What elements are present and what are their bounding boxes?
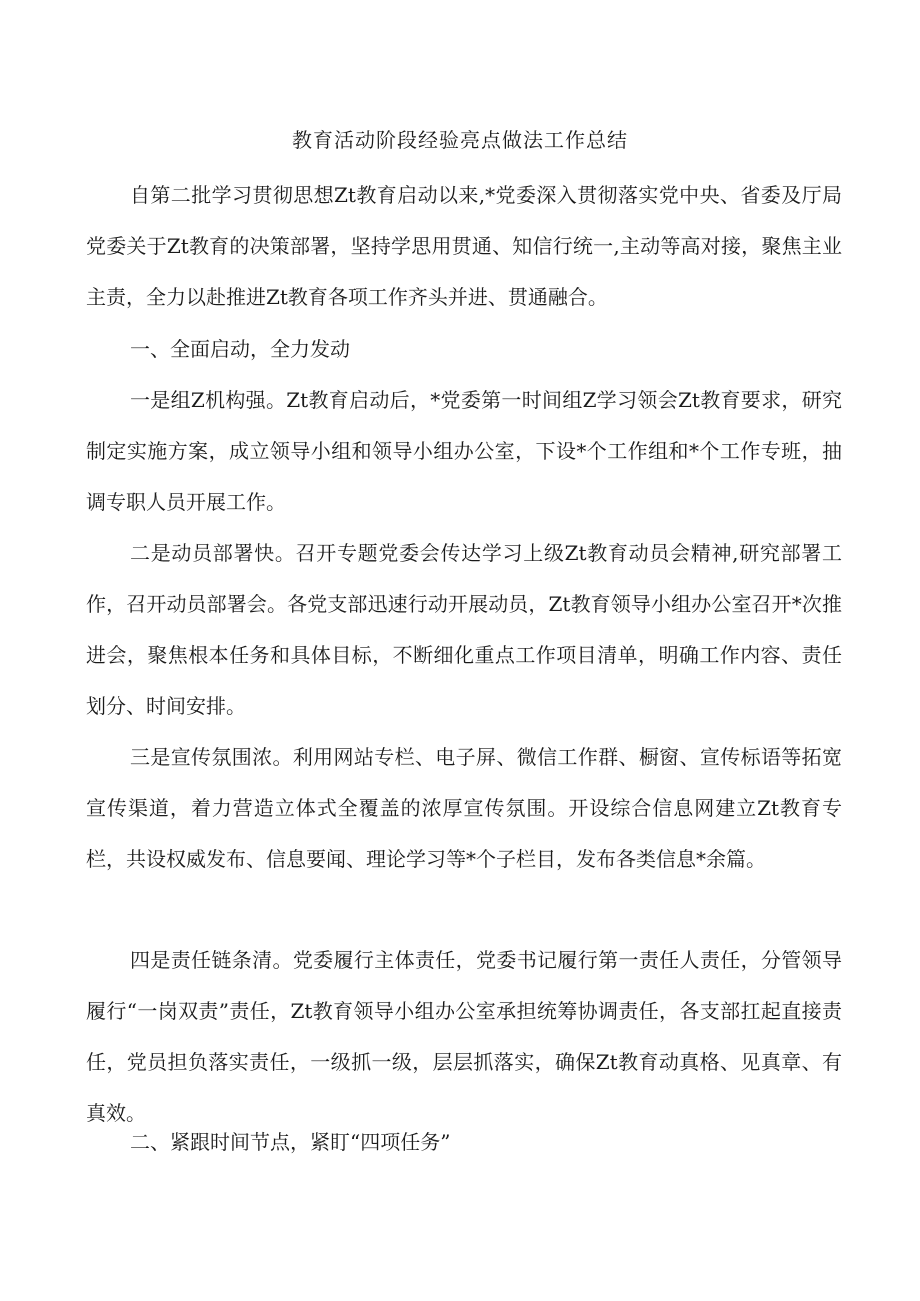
section-heading-1: 一、全面启动，全力发动 [130, 337, 350, 361]
paragraph-mobilization: 二是动员部署快。召开专题党委会传达学习上级Zt教育动员会精神,研究部署工作，召开动员部署会。各党支部迅速行动开展动员，Zt教育领导小组办公室召开*次推进会，聚焦根本任务和具体目标，不断细化重点工作项目清单，明确工作内容、责任划分、时间安排。 [86, 541, 842, 718]
section-heading-2: 二、紧跟时间节点，紧盯“四项任务” [130, 1130, 451, 1154]
paragraph-organization: 一是组Z机构强。Zt教育启动后，*党委第一时间组Z学习领会Zt教育要求，研究制定实施方案，成立领导小组和领导小组办公室，下设*个工作组和*个工作专班，抽调专职人员开展工作。 [86, 388, 842, 514]
document-title: 教育活动阶段经验亮点做法工作总结 [292, 128, 628, 152]
paragraph-responsibility: 四是责任链条清。党委履行主体责任，党委书记履行第一责任人责任，分管领导履行“一岗双责”责任，Zt教育领导小组办公室承担统筹协调责任，各支部扛起直接责任，党员担负落实责任，一级抓一级，层层抓落实，确保Zt教育动真格、见真章、有真效。 [86, 948, 842, 1125]
intro-paragraph: 自第二批学习贯彻思想Zt教育启动以来,*党委深入贯彻落实党中央、省委及厅局党委关于Zt教育的决策部署，坚持学思用贯通、知信行统一,主动等高对接，聚焦主业主责，全力以赴推进Zt教育各项工作齐头并进、贯通融合。 [86, 183, 842, 309]
paragraph-publicity: 三是宣传氛围浓。利用网站专栏、电子屏、微信工作群、橱窗、宣传标语等拓宽宣传渠道，着力营造立体式全覆盖的浓厚宣传氛围。开设综合信息网建立Zt教育专栏，共设权威发布、信息要闻、理论学习等*个子栏目，发布各类信息*余篇。 [86, 745, 842, 871]
